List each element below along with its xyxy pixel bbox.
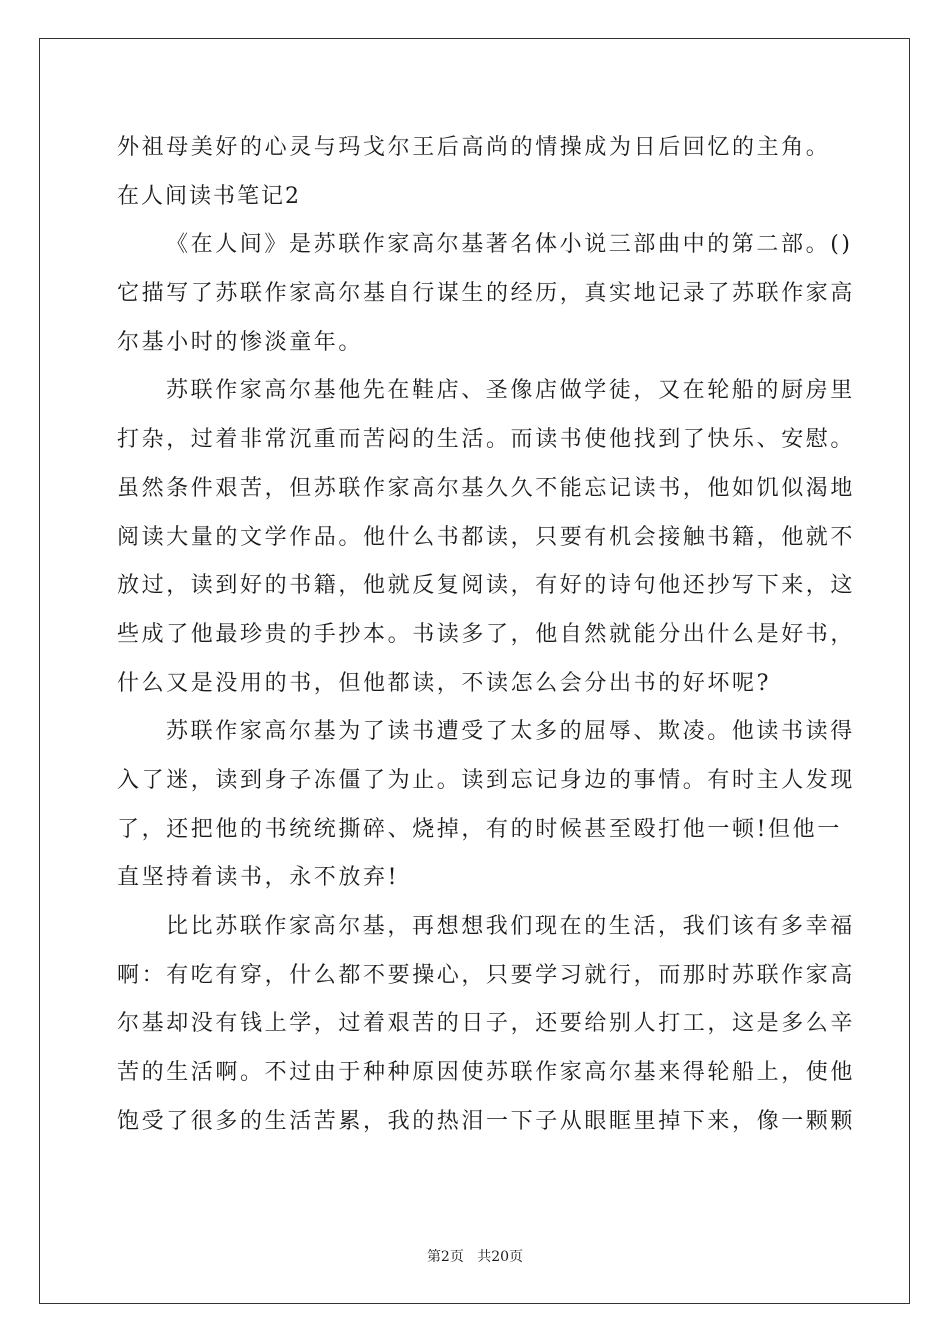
text-line: 它描写了苏联作家高尔基自行谋生的经历，真实地记录了苏联作家高	[117, 281, 856, 307]
text-line: 尔基小时的惨淡童年。	[117, 329, 364, 355]
text-line: 了，还把他的书统统撕碎、烧掉，有的时候甚至殴打他一顿!但他一	[117, 816, 842, 842]
text-line: 入了迷，读到身子冻僵了为止。读到忘记身边的事情。有时主人发现	[117, 767, 856, 793]
text-line: 啊：有吃有穿，什么都不要操心，只要学习就行，而那时苏联作家高	[117, 962, 856, 988]
document-body	[117, 124, 856, 1146]
text-line: 什么又是没用的书，但他都读，不读怎么会分出书的好坏呢?	[117, 670, 771, 696]
text-line: 苦的生活啊。不过由于种种原因使苏联作家高尔基来得轮船上，使他	[117, 1060, 856, 1086]
paragraph-start-line: 比比苏联作家高尔基，再想想我们现在的生活，我们该有多幸福	[166, 914, 855, 939]
text-line: 阅读大量的文学作品。他什么书都读，只要有机会接触书籍，他就不	[117, 524, 856, 550]
text-line: 外祖母美好的心灵与玛戈尔王后高尚的情操成为日后回忆的主角。	[117, 135, 831, 160]
text-line: 尔基却没有钱上学，过着艰苦的日子，还要给别人打工，这是多么辛	[117, 1011, 856, 1037]
text-line: 打杂，过着非常沉重而苦闷的生活。而读书使他找到了快乐、安慰。	[117, 427, 856, 453]
page-number: 第2页	[426, 1249, 464, 1265]
paragraph-start-line: 苏联作家高尔基为了读书遭受了太多的屈辱、欺凌。他读书读得	[166, 719, 855, 745]
text-line: 直坚持着读书，永不放弃!	[117, 865, 400, 891]
section-heading: 在人间读书笔记2	[117, 183, 301, 209]
text-line: 虽然条件艰苦，但苏联作家高尔基久久不能忘记读书，他如饥似渴地	[117, 475, 856, 501]
text-line: 饱受了很多的生活苦累，我的热泪一下子从眼眶里掉下来，像一颗颗	[117, 1108, 856, 1134]
paragraph-start-line: 苏联作家高尔基他先在鞋店、圣像店做学徒，又在轮船的厨房里	[166, 378, 855, 404]
text-line: 些成了他最珍贵的手抄本。书读多了，他自然就能分出什么是好书，	[117, 621, 856, 647]
paragraph-start-line: 《在人间》是苏联作家高尔基著名体小说三部曲中的第二部。()	[166, 232, 853, 258]
text-line: 放过，读到好的书籍，他就反复阅读，有好的诗句他还抄写下来，这	[117, 573, 856, 599]
page-total: 共20页	[477, 1249, 524, 1265]
page-footer	[0, 1246, 950, 1266]
